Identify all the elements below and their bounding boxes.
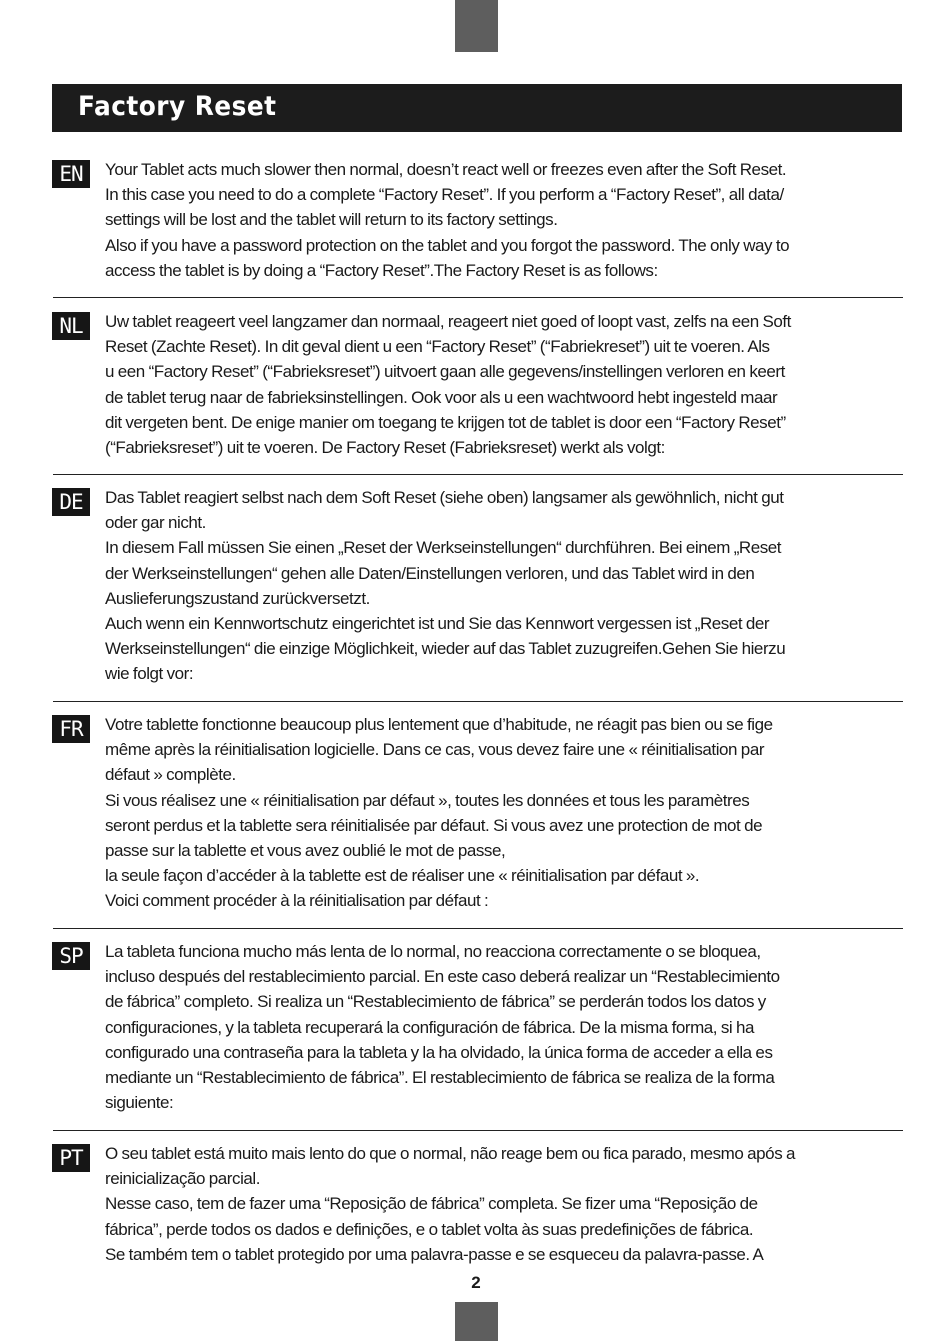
paragraph: Votre tablette fonctionne beaucoup plus lentement que d’habitude, ne réagit pas bien ou se fige même après la réinitialisation logicielle. Dans ce cas, vous devez faire une « réinitialisation par défaut » complète. bbox=[105, 715, 773, 785]
paragraph: Nesse caso, tem de fazer uma “Reposição de fábrica” completa. Se fizer uma “Reposição de fábrica”, perde todos os dados e definições, e o tablet volta às suas predefinições de fábrica. bbox=[105, 1194, 758, 1239]
paragraph: la seule façon d’accéder à la tablette est de réaliser une « réinitialisation par défaut ». bbox=[105, 866, 700, 886]
section-sp-body bbox=[105, 939, 902, 1115]
section-de-body bbox=[105, 485, 902, 687]
paragraph: Voici comment procéder à la réinitialisation par défaut : bbox=[105, 891, 489, 911]
paragraph: O seu tablet está muito mais lento do que o normal, não reage bem ou fica parado, mesmo após a reinicialização parcial. bbox=[105, 1144, 796, 1189]
language-badge-fr: FR bbox=[52, 715, 90, 743]
language-badge-de: DE bbox=[52, 488, 90, 516]
paragraph: Uw tablet reageert veel langzamer dan normaal, reageert niet goed of loopt vast, zelfs na een Soft Reset (Zachte Reset). In dit geval dient u een “Factory Reset” (“Fabriekreset”) uit te voeren. Als u een “Factory Reset” (“Fabrieksreset”) uitvoert gaan alle gegevens/instellingen verloren en keert de tablet terug naar de fabrieksinstellingen. Ook voor als u een wachtwoord hebt ingesteld maar dit vergeten bent. De enige manier om toegang te krijgen tot de tablet is door een “Factory Reset” (“Fabrieksreset”) uit te voeren. De Factory Reset (Fabrieksreset) werkt als volgt: bbox=[105, 312, 791, 458]
section-divider bbox=[53, 297, 903, 298]
title-bar bbox=[52, 84, 902, 132]
paragraph: Si vous réalisez une « réinitialisation par défaut », toutes les données et tous les paramètres seront perdus et la tablette sera réinitialisée par défaut. Si vous avez une protection de mot de passe sur la tablette et vous avez oublié le mot de passe, bbox=[105, 790, 763, 861]
page-tab-marker-top bbox=[455, 0, 498, 52]
language-badge-nl: NL bbox=[52, 312, 90, 340]
section-en-body bbox=[105, 157, 902, 283]
paragraph: Auch wenn ein Kennwortschutz eingerichtet ist und Sie das Kennwort vergessen ist „Reset der Werkseinstellungen“ die einzige Möglichkeit, wieder auf das Tablet zuzugreifen.Gehen Sie hierzu wie folgt vor: bbox=[105, 614, 786, 684]
page-title: Factory Reset bbox=[78, 91, 277, 122]
section-divider bbox=[53, 928, 903, 929]
paragraph: In diesem Fall müssen Sie einen „Reset der Werkseinstellungen“ durchführen. Bei einem „Reset der Werkseinstellungen“ gehen alle Daten/Einstellungen verloren, und das Tablet wird in den Auslieferungszustand zurückversetzt. bbox=[105, 538, 782, 608]
section-nl-body bbox=[105, 309, 902, 460]
paragraph: Das Tablet reagiert selbst nach dem Soft Reset (siehe oben) langsamer als gewöhnlich, nicht gut oder gar nicht. bbox=[105, 488, 784, 533]
language-badge-en: EN bbox=[52, 160, 90, 188]
paragraph: Also if you have a password protection on the tablet and you forgot the password. The only way to access the tablet is by doing a “Factory Reset”.The Factory Reset is as follows: bbox=[105, 235, 790, 280]
paragraph: La tableta funciona mucho más lenta de lo normal, no reacciona correctamente o se bloquea, incluso después del restablecimiento parcial. En este caso deberá realizar un “Restablecimiento de fábrica” completo. Si realiza un “Restablecimiento de fábrica” se perderán todos los datos y configuraciones, y la tableta recuperará la configuración de fábrica. De la misma forma, si ha configurado una contraseña para la tableta y la ha olvidado, la única forma de acceder a ella es mediante un “Restablecimiento de fábrica”. El restablecimiento de fábrica se realiza de la forma siguiente: bbox=[105, 942, 780, 1113]
paragraph: Se também tem o tablet protegido por uma palavra-passe e se esqueceu da palavra-passe. A bbox=[105, 1244, 764, 1264]
section-divider bbox=[53, 474, 903, 475]
language-badge-sp: SP bbox=[52, 942, 90, 970]
page-number: 2 bbox=[471, 1273, 481, 1292]
section-fr-body bbox=[105, 712, 902, 914]
paragraph: Your Tablet acts much slower then normal, doesn’t react well or freezes even after the Soft Reset. In this case you need to do a complete “Factory Reset”. If you perform a “Factory Reset”, all data/ settings will be lost and the tablet will return to its factory settings. bbox=[105, 160, 787, 230]
section-divider bbox=[53, 1130, 903, 1131]
section-divider bbox=[53, 701, 903, 702]
page-tab-marker-bottom bbox=[455, 1302, 498, 1341]
section-pt-body bbox=[105, 1141, 902, 1267]
language-badge-pt: PT bbox=[52, 1144, 90, 1172]
